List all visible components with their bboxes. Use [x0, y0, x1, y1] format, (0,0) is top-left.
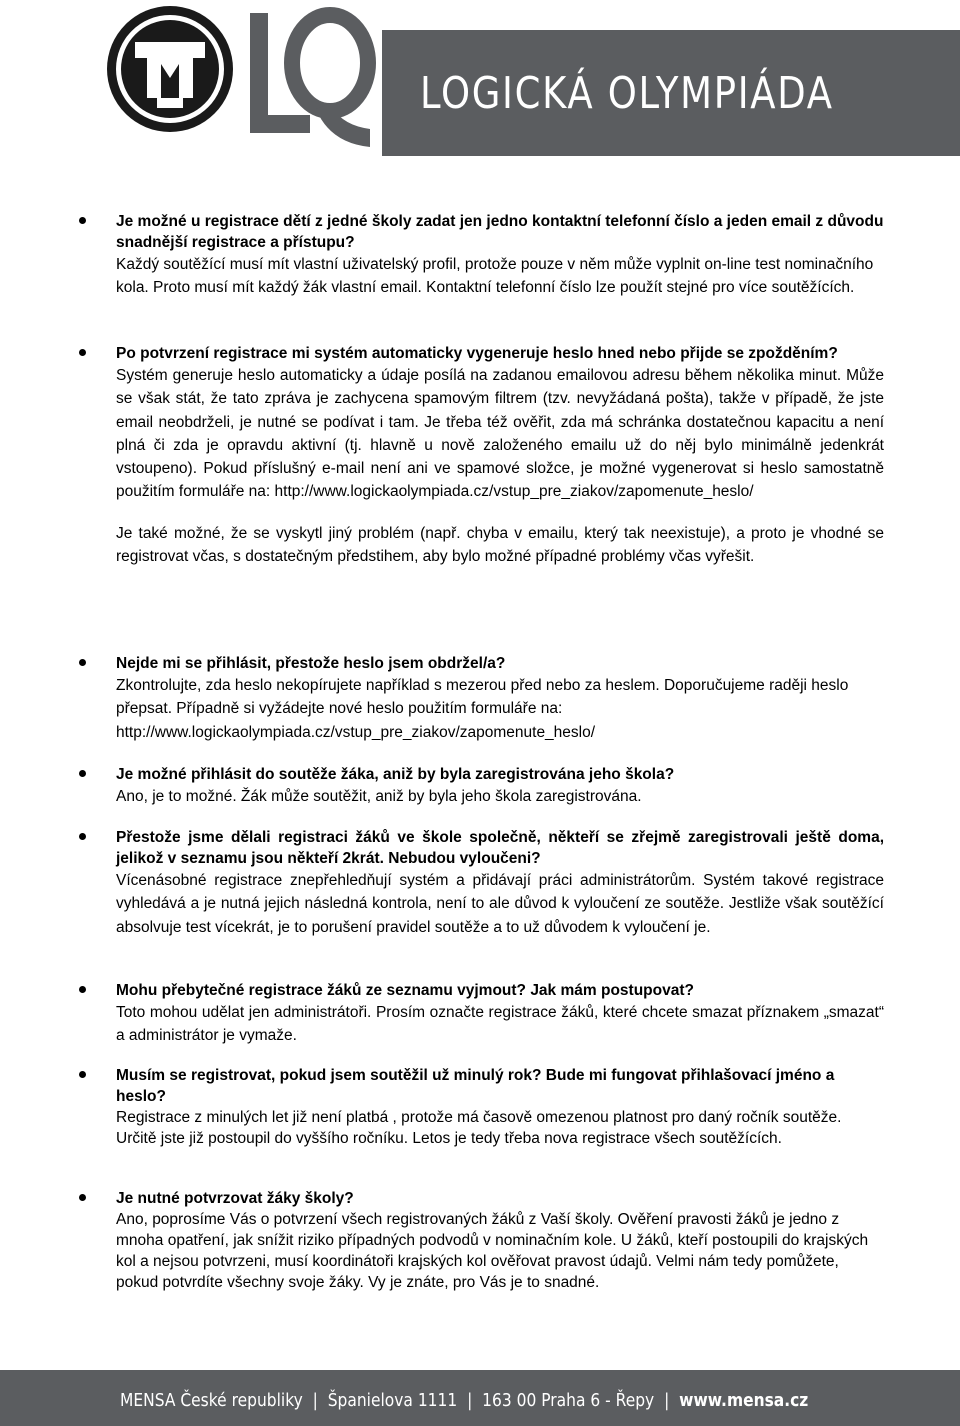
- faq-question: Je možné přihlásit do soutěže žáka, aniž by byla zaregistrována jeho škola?: [116, 766, 675, 783]
- faq-answer: Registrace z minulých let již není platbá , protože má časově omezenou platnost pro daný ročník soutěže. Určitě jste již postoupil do vyššího ročníku. Letos je tedy třeba nova registrace všech soutěžících.: [116, 1109, 842, 1147]
- bullet-icon: [79, 1071, 86, 1078]
- faq-answer: Je také možné, že se vyskytl jiný problém (např. chyba v emailu, který tak neexistuje), a proto je vhodné se registrovat včas, s dostatečným předstihem, aby bylo možné případné problémy včas vyřešit.: [116, 524, 884, 566]
- mensa-logo: [105, 4, 235, 134]
- bullet-icon: [79, 770, 86, 777]
- footer-website-link[interactable]: www.mensa.cz: [679, 1390, 809, 1411]
- faq-answer: Systém generuje heslo automaticky a údaje posílá na zadanou emailovou adresu během několika minut. Může se však stát, že tato zpráva je zachycena spamovým filtrem (tzv. nevyžádaná pošta), takže v případě, že jste email neobdrželi, je nutné se podívat i tam. Je třeba též ověřit, zda má schránka dostatečnou kapacitu a není plná či zda je opravdu aktivní (tj. hlavně u nově založeného emailu už do něj bylo minimálně jedenkrát vstoupeno). Pokud příslušný e-mail není ani ve spamové složce, je možné vygenerovat si heslo samostatně použitím formuláře na: http://www.logickaolympiada.cz/vstup_pre_ziakov/zapomenute_heslo/: [116, 367, 884, 501]
- faq-answer: Vícenásobné registrace znepřehledňují systém a přidávají práci administrátorům. Systém takové registrace vyhledává a je nutná jejich následná kontrola, není to ale důvod k vyloučení ze soutěže. Jestliže však soutěžící absolvuje test vícekrát, je to porušení pravidel soutěže a to už důvodem k vyloučení je.: [116, 872, 884, 936]
- faq-question: Po potvrzení registrace mi systém automaticky vygeneruje heslo hned nebo přijde se zpožděním?: [116, 345, 838, 362]
- bullet-icon: [79, 1194, 86, 1201]
- faq-question: Nejde mi se přihlásit, přestože heslo jsem obdržel/a?: [116, 655, 506, 672]
- faq-item: [116, 827, 884, 939]
- bullet-icon: [79, 349, 86, 356]
- bullet-icon: [79, 833, 86, 840]
- footer-street: Španielova 1111: [327, 1390, 458, 1411]
- faq-item: [116, 980, 884, 1048]
- page-header: [0, 0, 960, 165]
- faq-question: Mohu přebytečné registrace žáků ze seznamu vyjmout? Jak mám postupovat?: [116, 982, 694, 999]
- faq-question: Přestože jsme dělali registraci žáků ve škole společně, někteří se zřejmě zaregistrovali ještě doma, jelikož v seznamu jsou někteří 2krát. Nebudou vyloučeni?: [116, 829, 884, 867]
- bullet-icon: [79, 659, 86, 666]
- footer-divider: |: [462, 1390, 478, 1411]
- faq-question: Musím se registrovat, pokud jsem soutěžil už minulý rok? Bude mi fungovat přihlašovací jméno a heslo?: [116, 1067, 835, 1105]
- footer-address: [120, 1390, 808, 1411]
- faq-answer: Ano, poprosíme Vás o potvrzení všech registrovaných žáků z Vaší školy. Ověření pravosti žáků je jedno z mnoha opatření, jak snížit riziko případných podvodů v nominačním kole. U žáků, kteří postoupili do krajských kol a nejsou potvrzeni, musí koordinátoři krajských kol ověřovat pravost údajů. Velmi nám tedy pomůžete, pokud potvrdíte všechny svoje žáky. Vy je znáte, pro Vás je to snadné.: [116, 1211, 869, 1291]
- faq-answer: Každý soutěžící musí mít vlastní uživatelský profil, protože pouze v něm může vyplnit on-line test nominačního kola. Proto musí mít každý žák vlastní email. Kontaktní telefonní číslo lze použít stejné pro více soutěžících.: [116, 256, 874, 297]
- footer-city: 163 00 Praha 6 - Řepy: [482, 1390, 655, 1411]
- faq-item: [116, 343, 884, 568]
- faq-question: Je možné u registrace dětí z jedné školy zadat jen jedno kontaktní telefonní číslo a jeden email z důvodu snadnější registrace a přístupu?: [116, 213, 884, 251]
- faq-answer: Toto mohou udělat jen administrátoři. Prosím označte registrace žáků, které chcete smazat příznakem „smazat“ a administrátor je vymaže.: [116, 1004, 884, 1045]
- faq-question: Je nutné potvrzovat žáky školy?: [116, 1190, 354, 1207]
- brand-title: LOGICKÁ OLYMPIÁDA: [420, 68, 834, 119]
- faq-answer: Ano, je to možné. Žák může soutěžit, aniž by byla jeho škola zaregistrována.: [116, 788, 642, 805]
- footer-divider: |: [659, 1390, 675, 1411]
- faq-item: [116, 764, 884, 808]
- footer-org: MENSA České republiky: [120, 1390, 303, 1411]
- faq-item: [116, 211, 884, 300]
- faq-answer: Zkontrolujte, zda heslo nekopírujete například s mezerou před nebo za heslem. Doporučujeme raději heslo přepsat. Případně si vyžádejte nové heslo použitím formuláře na: http://www.logickaolympiada.cz/vstup_pre_ziakov/zapomenute_heslo/: [116, 677, 849, 741]
- logicka-olympiada-logo: [242, 3, 380, 155]
- bullet-icon: [79, 986, 86, 993]
- bullet-icon: [79, 217, 86, 224]
- faq-item: [116, 1188, 884, 1293]
- footer-divider: |: [307, 1390, 323, 1411]
- faq-item: [116, 1065, 884, 1149]
- faq-item: [116, 653, 884, 744]
- page-footer: [0, 1370, 960, 1426]
